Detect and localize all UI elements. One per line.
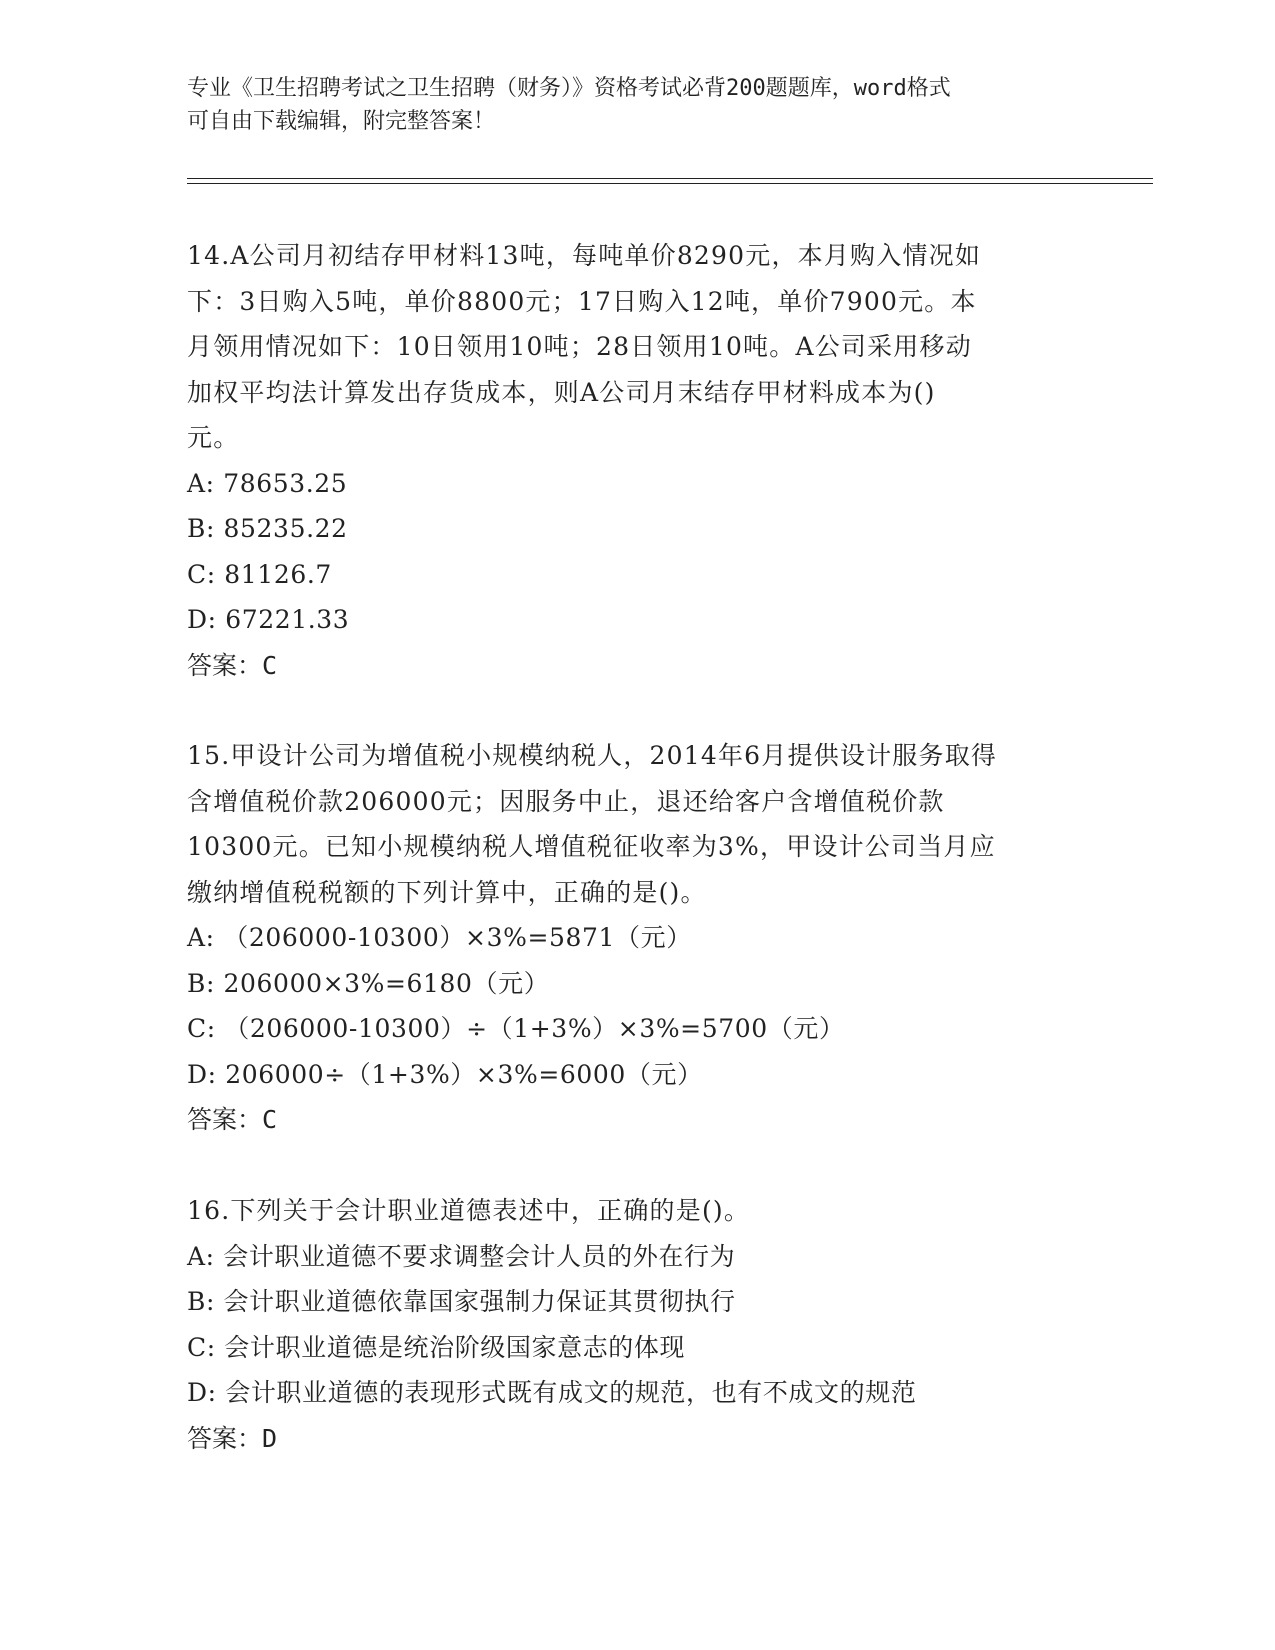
option-c: C: （206000-10300）÷（1+3%）×3%=5700（元） xyxy=(187,1014,845,1043)
question-stem-line: 15.甲设计公司为增值税小规模纳税人，2014年6月提供设计服务取得 xyxy=(187,741,998,770)
question-stem-line: 元。 xyxy=(187,423,240,452)
question-stem-line: 10300元。已知小规模纳税人增值税征收率为3%，甲设计公司当月应 xyxy=(187,832,996,861)
question-stem-line: 16.下列关于会计职业道德表述中，正确的是()。 xyxy=(187,1196,751,1225)
question-stem-line: 14.A公司月初结存甲材料13吨，每吨单价8290元，本月购入情况如 xyxy=(187,241,982,270)
question-stem-line: 月领用情况如下：10日领用10吨；28日领用10吨。A公司采用移动 xyxy=(187,332,972,361)
header-line-2: 可自由下载编辑，附完整答案！ xyxy=(187,109,496,134)
question-14 xyxy=(187,233,1087,688)
option-d: D: 会计职业道德的表现形式既有成文的规范，也有不成文的规范 xyxy=(187,1378,917,1407)
document-header xyxy=(187,72,1087,138)
question-stem-line: 含增值税价款206000元；因服务中止，退还给客户含增值税价款 xyxy=(187,786,945,816)
answer-label: 答案：D xyxy=(187,1423,278,1453)
answer-label: 答案：C xyxy=(187,1105,278,1134)
option-d: D: 206000÷（1+3%）×3%=6000（元） xyxy=(187,1059,703,1089)
answer-label: 答案：C xyxy=(187,650,278,680)
question-stem-line: 下：3日购入5吨，单价8800元；17日购入12吨，单价7900元。本 xyxy=(187,286,977,316)
option-a: A: 78653.25 xyxy=(187,468,348,498)
option-a: A: （206000-10300）×3%=5871（元） xyxy=(187,923,692,952)
question-stem-line: 缴纳增值税税额的下列计算中，正确的是()。 xyxy=(187,877,707,907)
option-c: C: 会计职业道德是统治阶级国家意志的体现 xyxy=(187,1332,686,1362)
header-line-1: 专业《卫生招聘考试之卫生招聘（财务）》资格考试必背200题题库，word格式 xyxy=(187,76,951,101)
question-16 xyxy=(187,1188,1087,1461)
header-divider-bottom xyxy=(187,183,1153,184)
option-b: B: 会计职业道德依靠国家强制力保证其贯彻执行 xyxy=(187,1287,736,1316)
option-b: B: 206000×3%=6180（元） xyxy=(187,968,550,998)
option-c: C: 81126.7 xyxy=(187,559,332,589)
header-divider-top xyxy=(187,178,1153,179)
option-b: B: 85235.22 xyxy=(187,514,348,543)
option-d: D: 67221.33 xyxy=(187,605,350,634)
question-stem-line: 加权平均法计算发出存货成本，则A公司月末结存甲材料成本为() xyxy=(187,377,936,407)
question-15 xyxy=(187,733,1087,1143)
option-a: A: 会计职业道德不要求调整会计人员的外在行为 xyxy=(187,1241,736,1271)
